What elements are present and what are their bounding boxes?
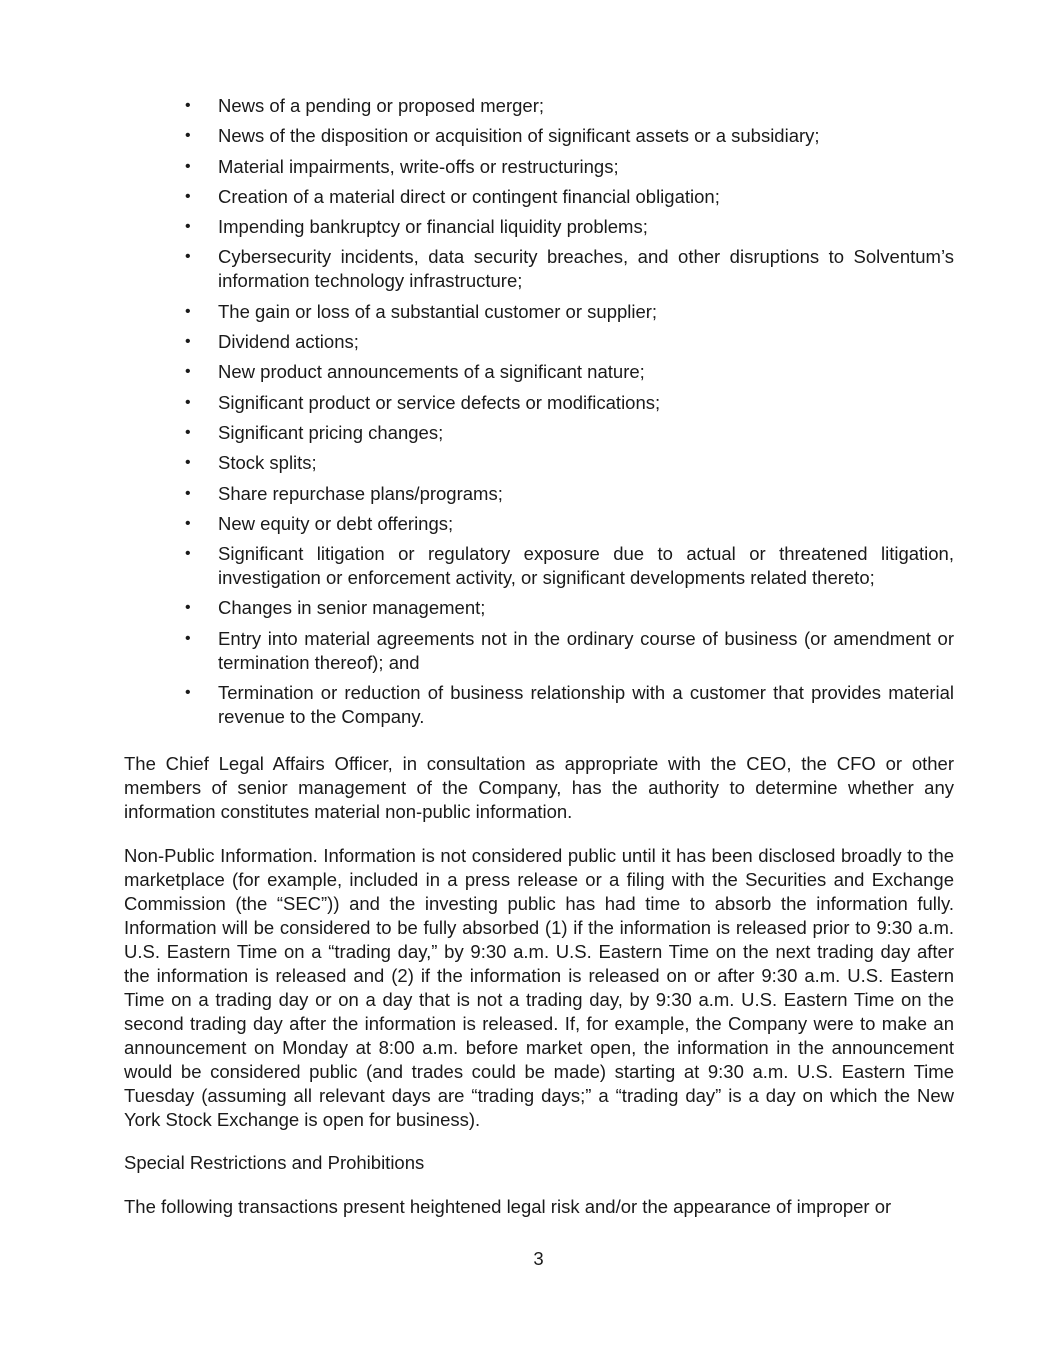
bullet-icon: •: [185, 363, 191, 381]
bullet-icon: •: [185, 454, 191, 472]
authority-paragraph: The Chief Legal Affairs Officer, in consultation as appropriate with the CEO, the CFO or other members of senior management of the Company, has the authority to determine whether any information constitutes material non-public information.: [124, 753, 954, 822]
list-item: [185, 627, 954, 675]
page-number: 3: [533, 1248, 544, 1269]
bullet-icon: •: [185, 302, 191, 320]
bullet-icon: •: [185, 333, 191, 351]
bullet-icon: •: [185, 187, 191, 205]
list-item-text: Dividend actions;: [218, 331, 359, 353]
list-item: [185, 330, 954, 354]
list-item-text: News of the disposition or acquisition of significant assets or a subsidiary;: [218, 125, 820, 147]
bullet-icon: •: [185, 127, 191, 145]
bullet-icon: •: [185, 423, 191, 441]
list-item: [185, 155, 954, 179]
bullet-icon: •: [185, 248, 191, 266]
list-item: [185, 94, 954, 118]
list-item: [185, 300, 954, 324]
list-item: [185, 215, 954, 239]
list-item: [185, 482, 954, 506]
bullet-icon: •: [185, 629, 191, 647]
list-item: [185, 681, 954, 729]
list-item: [185, 185, 954, 209]
list-item: [185, 542, 954, 590]
list-item-text: Entry into material agreements not in the ordinary course of business (or amendment or termination thereof); and: [218, 627, 954, 673]
bullet-icon: •: [185, 514, 191, 532]
list-item: [185, 360, 954, 384]
following-transactions-paragraph: The following transactions present heightened legal risk and/or the appearance of improper or: [124, 1196, 892, 1217]
list-item-text: Cybersecurity incidents, data security breaches, and other disruptions to Solventum’s information technology infrastructure;: [218, 246, 954, 292]
non-public-information-paragraph: Non-Public Information. Information is not considered public until it has been disclosed broadly to the marketplace (for example, included in a press release or a filing with the Securities and Exchange Commission (the “SEC”)) and the investing public has had time to absorb the information fully. Information will be considered to be fully absorbed (1) if the information is released prior to 9:30 a.m. U.S. Eastern Time on a “trading day,” by 9:30 a.m. U.S. Eastern Time on the next trading day after the information is released and (2) if the information is released on or after 9:30 a.m. U.S. Eastern Time on a trading day or on a day that is not a trading day, by 9:30 a.m. U.S. Eastern Time on the second trading day after the information is released. If, for example, the Company were to make an announcement on Monday at 8:00 a.m. before market open, the information in the announcement would be considered public (and trades could be made) starting at 9:30 a.m. U.S. Eastern Time Tuesday (assuming all relevant days are “trading days;” a “trading day” is a day on which the New York Stock Exchange is open for business).: [124, 845, 954, 1130]
list-item: [185, 596, 954, 620]
list-item-text: News of a pending or proposed merger;: [218, 95, 544, 116]
bullet-icon: •: [185, 157, 191, 175]
list-item: [185, 451, 954, 475]
list-item-text: Share repurchase plans/programs;: [218, 482, 503, 504]
material-information-list: [185, 94, 954, 735]
list-item-text: Termination or reduction of business relationship with a customer that provides material revenue to the Company.: [218, 682, 954, 728]
bullet-icon: •: [185, 684, 191, 702]
list-item-text: Significant pricing changes;: [218, 421, 444, 443]
list-item-text: Significant product or service defects or modifications;: [218, 391, 661, 413]
list-item-text: Stock splits;: [218, 452, 317, 474]
bullet-icon: •: [185, 218, 191, 236]
list-item-text: New equity or debt offerings;: [218, 512, 454, 534]
bullet-icon: •: [185, 484, 191, 502]
bullet-icon: •: [185, 97, 191, 114]
list-item: [185, 124, 954, 148]
bullet-icon: •: [185, 393, 191, 411]
list-item-text: Changes in senior management;: [218, 597, 486, 619]
list-item-text: Creation of a material direct or contingent financial obligation;: [218, 185, 720, 207]
list-item-text: Significant litigation or regulatory exposure due to actual or threatened litigation, investigation or enforcement activity, or significant developments related thereto;: [218, 543, 954, 589]
list-item-text: New product announcements of a significant nature;: [218, 361, 645, 383]
list-item: [185, 512, 954, 536]
list-item: [185, 391, 954, 415]
list-item-text: Material impairments, write-offs or restructurings;: [218, 155, 619, 177]
bullet-icon: •: [185, 545, 191, 563]
list-item-text: Impending bankruptcy or financial liquidity problems;: [218, 216, 648, 238]
section-heading: Special Restrictions and Prohibitions: [124, 1152, 425, 1173]
list-item: [185, 245, 954, 293]
bullet-icon: •: [185, 599, 191, 617]
list-item: [185, 421, 954, 445]
list-item-text: The gain or loss of a substantial customer or supplier;: [218, 300, 658, 322]
